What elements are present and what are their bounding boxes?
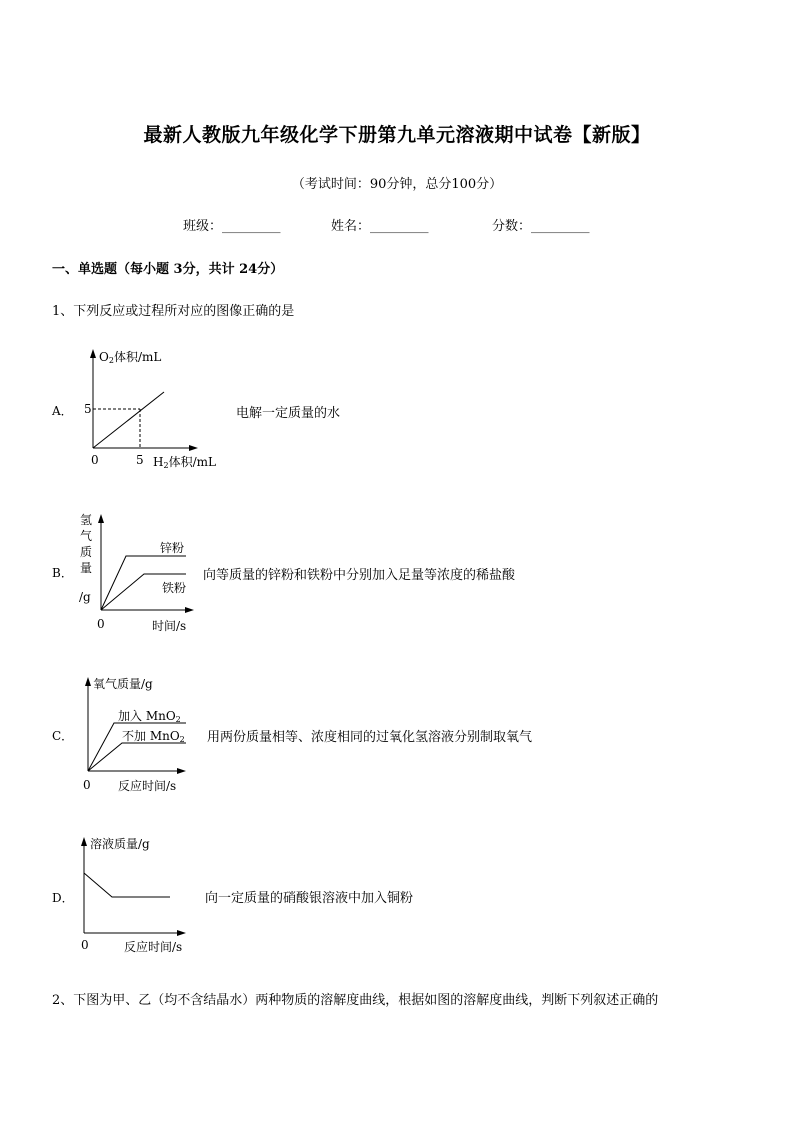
option-d-origin: 0 bbox=[81, 938, 89, 952]
option-a-ylabel: O2体积/mL bbox=[99, 350, 162, 365]
option-c-xlabel: 反应时间/s bbox=[118, 779, 177, 793]
option-c-description: 用两份质量相等、浓度相同的过氧化氢溶液分别制取氧气 bbox=[207, 730, 533, 745]
option-c-series-without-catalyst: 不加 MnO2 bbox=[122, 729, 185, 744]
option-a-graph bbox=[78, 345, 238, 475]
option-b-ylabel-2: 气 bbox=[80, 529, 93, 543]
option-a-xlabel: H2体积/mL bbox=[153, 455, 216, 470]
option-b-description: 向等质量的锌粉和铁粉中分别加入足量等浓度的稀盐酸 bbox=[203, 568, 516, 583]
option-a-ytick: 5 bbox=[84, 402, 92, 416]
question-2-stem: 2、下图为甲、乙（均不含结晶水）两种物质的溶解度曲线，根据如图的溶解度曲线，判断下列叙述正确的 bbox=[52, 993, 659, 1008]
option-a-xtick: 5 bbox=[136, 453, 144, 467]
option-c-series-with-catalyst: 加入 MnO2 bbox=[118, 709, 181, 724]
option-d-description: 向一定质量的硝酸银溶液中加入铜粉 bbox=[205, 891, 414, 906]
option-a-origin: 0 bbox=[91, 453, 99, 467]
option-b-graph bbox=[76, 510, 206, 640]
option-c-ylabel: 氧气质量/g bbox=[93, 677, 153, 691]
option-b-xlabel: 时间/s bbox=[152, 619, 187, 633]
option-b-ylabel-4: 量 bbox=[80, 561, 93, 575]
option-b-ylabel-1: 氢 bbox=[80, 513, 93, 527]
option-a-label[interactable]: A． bbox=[52, 404, 73, 418]
option-b-series-zinc: 锌粉 bbox=[160, 541, 185, 555]
option-b-label[interactable]: B． bbox=[52, 566, 73, 580]
option-d-ylabel: 溶液质量/g bbox=[90, 837, 150, 851]
option-d-xlabel: 反应时间/s bbox=[124, 940, 183, 954]
option-c-graph bbox=[76, 673, 206, 798]
option-b-ylabel-3: 质 bbox=[80, 545, 93, 559]
option-c-label[interactable]: C． bbox=[52, 729, 74, 743]
page-title: 最新人教版九年级化学下册第九单元溶液期中试卷【新版】 bbox=[143, 124, 651, 146]
score-field[interactable]: 分数：_________ bbox=[492, 219, 590, 234]
class-field[interactable]: 班级：_________ bbox=[183, 219, 281, 234]
section-heading: 一、单选题（每小题 3分，共计 24分） bbox=[52, 262, 284, 277]
option-b-ylabel-5: /g bbox=[79, 590, 91, 604]
option-b-series-iron: 铁粉 bbox=[162, 581, 187, 595]
name-field[interactable]: 姓名：_________ bbox=[331, 219, 429, 234]
option-a-description: 电解一定质量的水 bbox=[236, 406, 341, 421]
option-c-origin: 0 bbox=[83, 778, 91, 792]
option-b-origin: 0 bbox=[97, 617, 105, 631]
option-d-graph bbox=[74, 833, 204, 958]
question-1-stem: 1、下列反应或过程所对应的图像正确的是 bbox=[52, 304, 295, 319]
option-d-label[interactable]: D． bbox=[52, 891, 74, 905]
exam-time-info: （考试时间：90分钟，总分100分） bbox=[291, 177, 503, 192]
